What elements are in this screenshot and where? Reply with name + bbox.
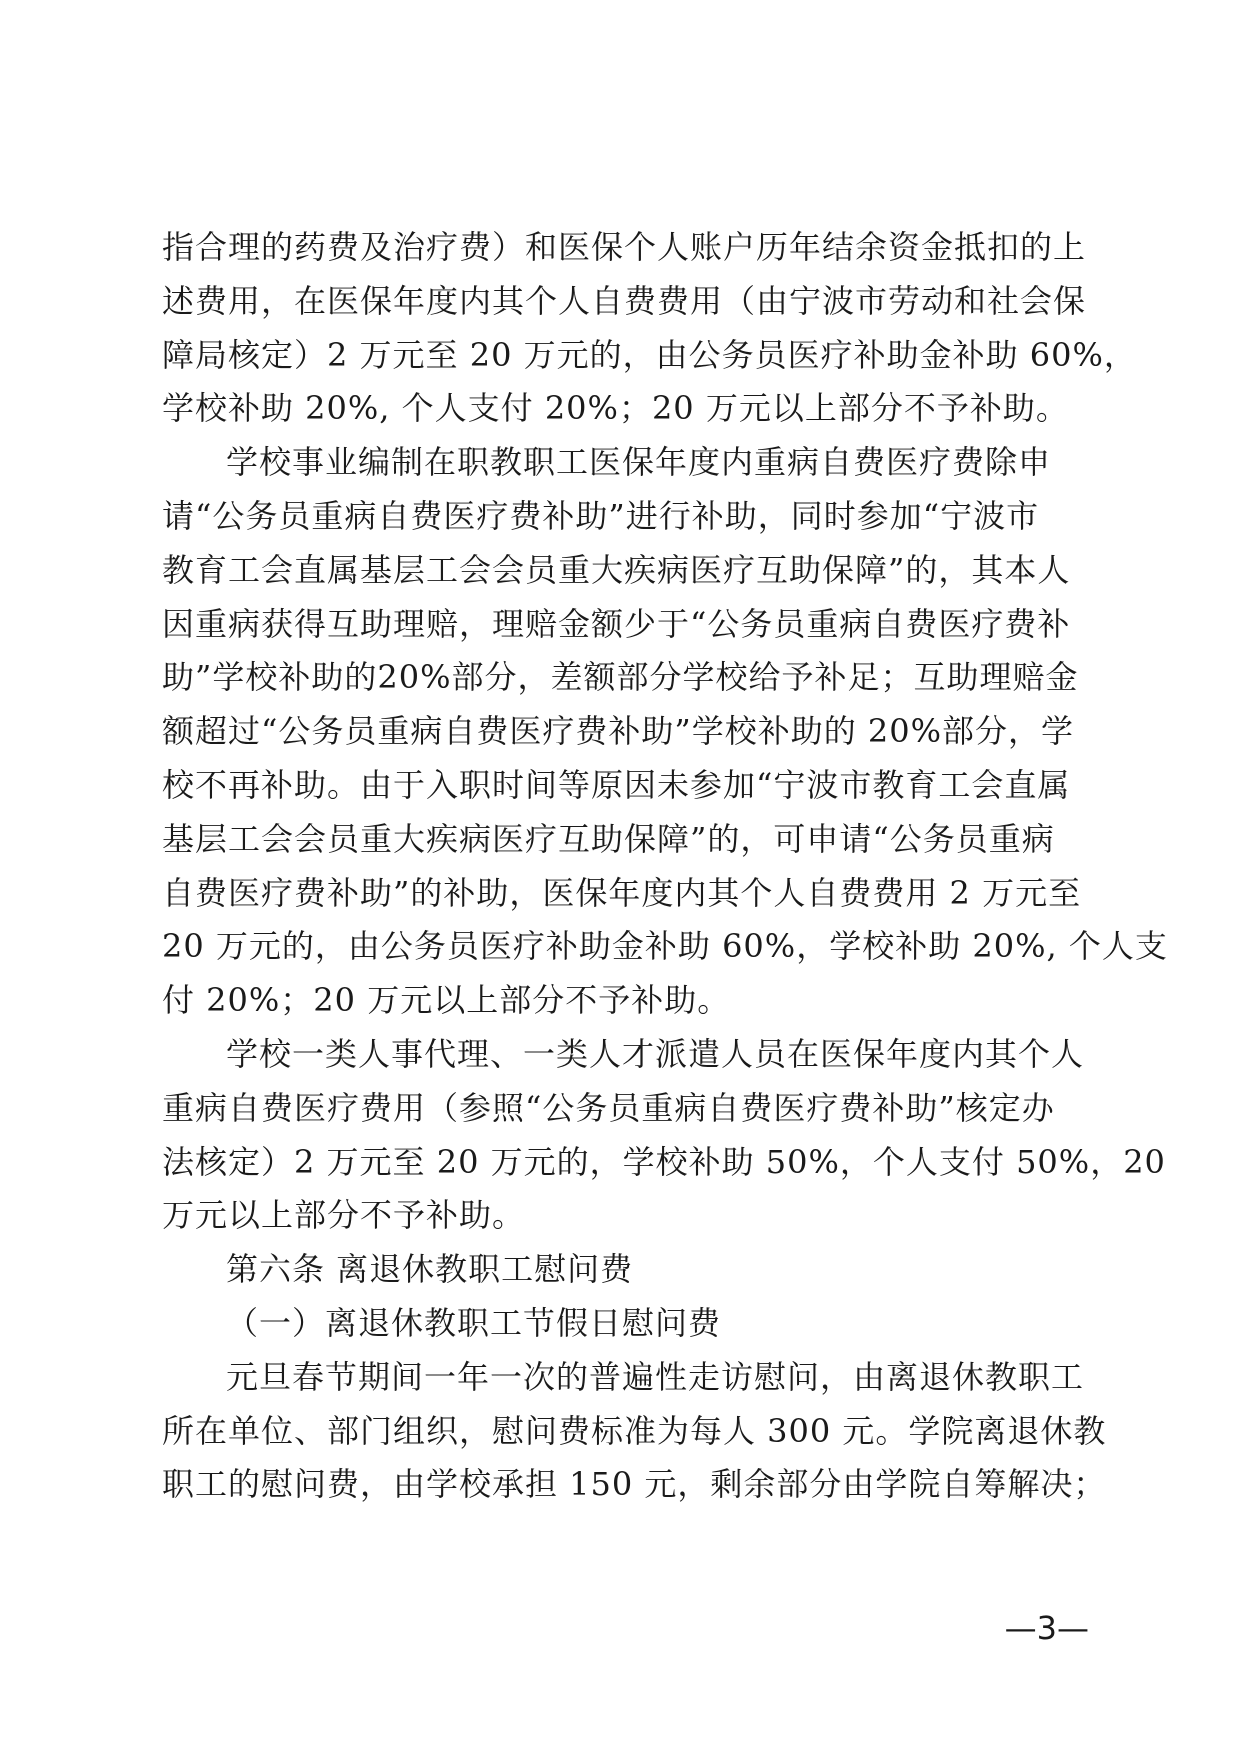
body-text xyxy=(162,221,1168,1512)
text-line: 万元以上部分不予补助。 xyxy=(162,1196,526,1235)
text-line: 所在单位、部门组织，慰问费标准为每人 300 元。学院离退休教 xyxy=(162,1411,1107,1450)
text-line: 重病自费医疗费用（参照“公务员重病自费医疗费补助”核定办 xyxy=(162,1088,1055,1127)
text-line: 请“公务员重病自费医疗费补助”进行补助，同时参加“宁波市 xyxy=(162,496,1040,535)
text-line: 元旦春节期间一年一次的普遍性走访慰问，由离退休教职工 xyxy=(226,1357,1085,1396)
text-line: 额超过“公务员重病自费医疗费补助”学校补助的 20%部分，学 xyxy=(162,712,1075,751)
text-line: 学校补助 20%, 个人支付 20%；20 万元以上部分不予补助。 xyxy=(162,389,1069,428)
text-line: 20 万元的，由公务员医疗补助金补助 60%，学校补助 20%, 个人支 xyxy=(162,927,1168,966)
page-number: —3— xyxy=(1004,1609,1089,1647)
text-line: 助”学校补助的20%部分，差额部分学校给予补足；互助理赔金 xyxy=(162,658,1079,697)
text-line: 法核定）2 万元至 20 万元的，学校补助 50%，个人支付 50%，20 xyxy=(162,1142,1166,1181)
text-line: 述费用，在医保年度内其个人自费费用（由宁波市劳动和社会保 xyxy=(162,281,1087,320)
text-line: 学校事业编制在职教职工医保年度内重病自费医疗费除申 xyxy=(226,443,1052,482)
text-line: 教育工会直属基层工会会员重大疾病医疗互助保障”的，其本人 xyxy=(162,550,1071,589)
text-line: 因重病获得互助理赔，理赔金额少于“公务员重病自费医疗费补 xyxy=(162,604,1071,643)
text-line: 自费医疗费补助”的补助，医保年度内其个人自费费用 2 万元至 xyxy=(162,873,1082,912)
text-line: 学校一类人事代理、一类人才派遣人员在医保年度内其个人 xyxy=(226,1034,1085,1073)
subsection-heading: （一）离退休教职工节假日慰问费 xyxy=(226,1303,722,1342)
text-line: 职工的慰问费，由学校承担 150 元，剩余部分由学院自筹解决； xyxy=(162,1465,1107,1504)
text-line: 校不再补助。由于入职时间等原因未参加“宁波市教育工会直属 xyxy=(162,765,1071,804)
text-line: 付 20%；20 万元以上部分不予补助。 xyxy=(162,981,731,1020)
text-line: 障局核定）2 万元至 20 万元的，由公务员医疗补助金补助 60%， xyxy=(162,335,1137,374)
section-heading: 第六条 离退休教职工慰问费 xyxy=(226,1250,634,1289)
text-line: 指合理的药费及治疗费）和医保个人账户历年结余资金抵扣的上 xyxy=(162,228,1087,266)
text-line: 基层工会会员重大疾病医疗互助保障”的，可申请“公务员重病 xyxy=(162,819,1055,858)
